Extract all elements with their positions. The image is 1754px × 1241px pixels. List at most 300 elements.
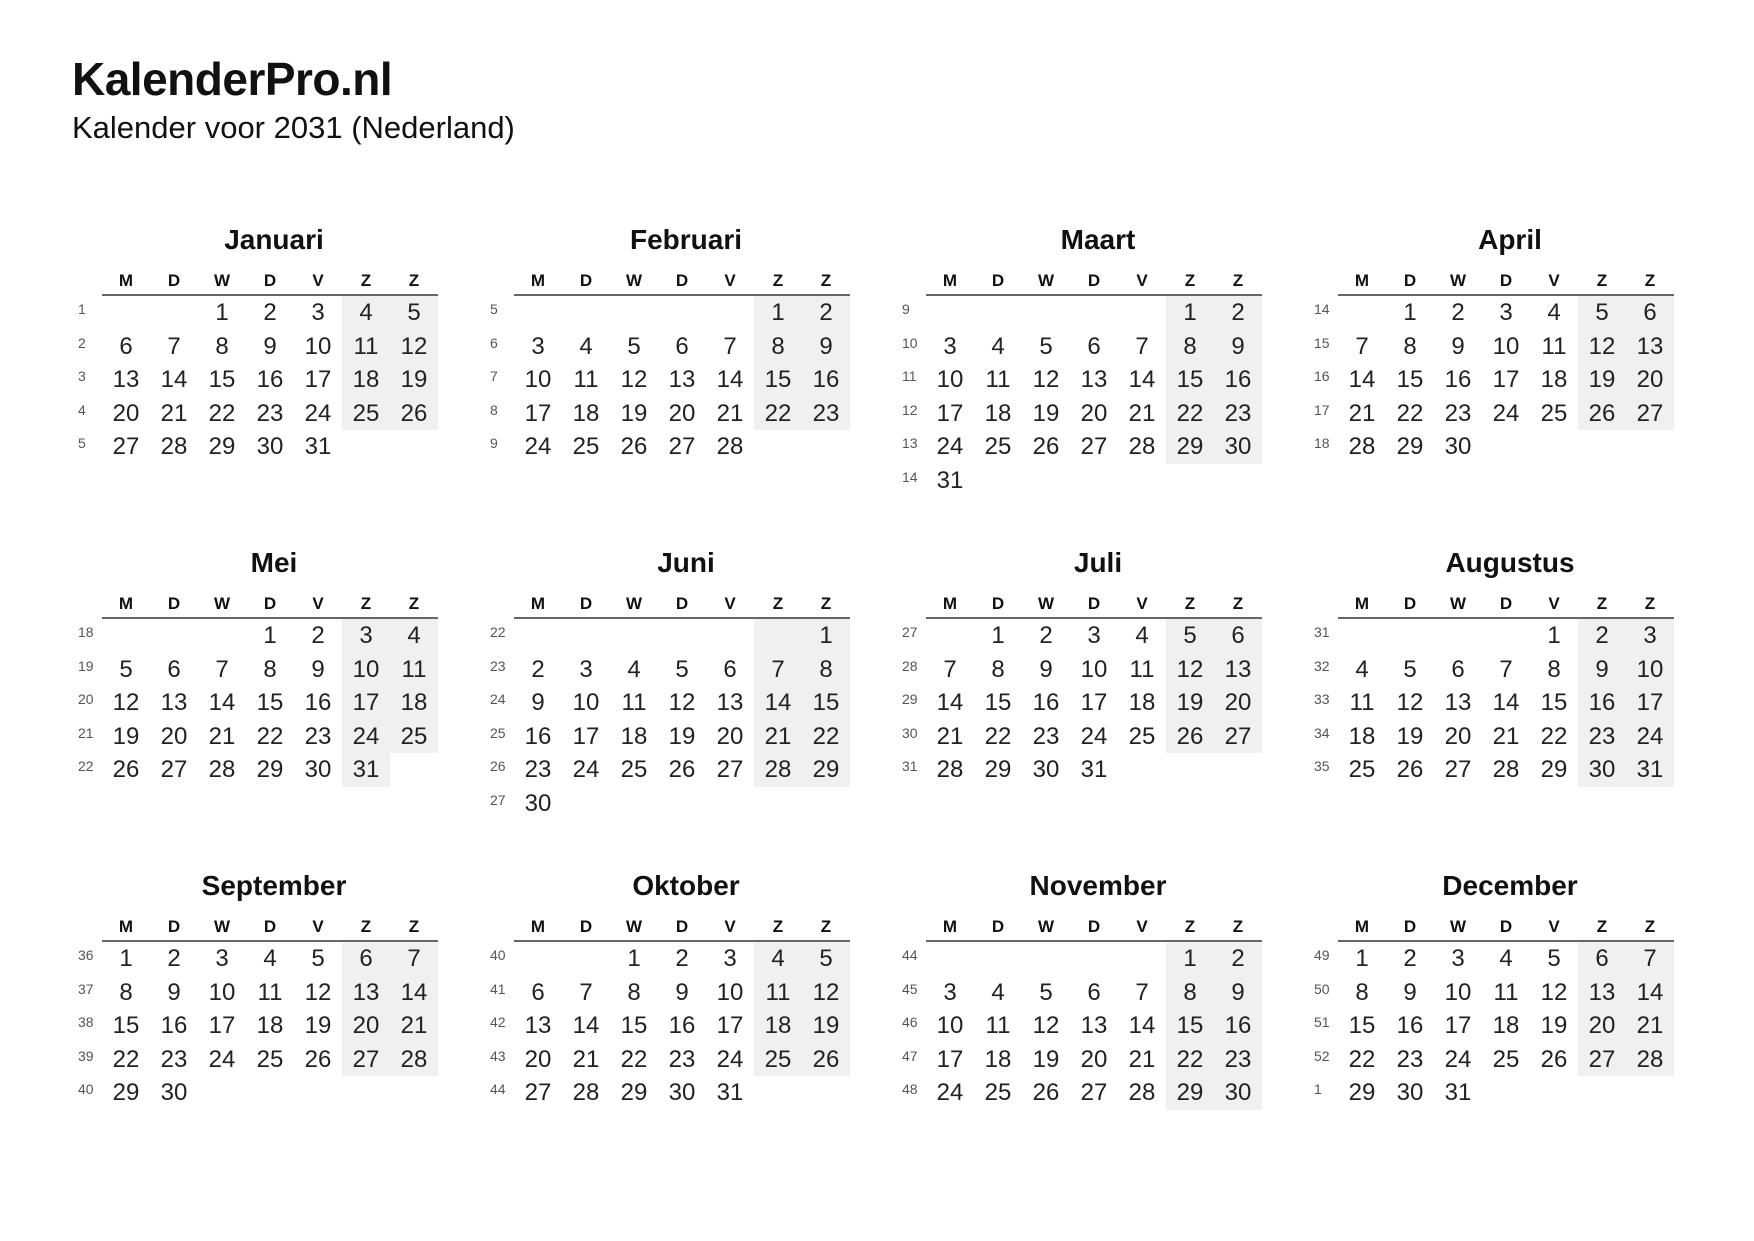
- week-number: 7: [490, 368, 498, 384]
- day-cell: 28: [936, 756, 964, 783]
- day-cell: 16: [1214, 363, 1262, 397]
- day-cell: 30: [668, 1079, 696, 1106]
- day-cell: 21: [390, 1009, 438, 1043]
- weekday-label: D: [991, 271, 1005, 290]
- week-number: 24: [490, 691, 506, 707]
- month-augustus: [1308, 543, 1690, 833]
- day-cell: 12: [802, 976, 850, 1010]
- day-grid: [484, 296, 850, 464]
- empty-cell: [1214, 753, 1262, 787]
- weekday-label: M: [942, 271, 958, 290]
- weekday-label: V: [1548, 917, 1560, 936]
- weekday-label: M: [942, 917, 958, 936]
- empty-cell: [562, 619, 610, 653]
- day-cell: 15: [208, 366, 236, 393]
- month-name: April: [1478, 224, 1542, 255]
- week-number: 20: [78, 691, 94, 707]
- weekday-label: Z: [1184, 271, 1196, 290]
- weekday-label: W: [1037, 594, 1055, 613]
- week-row: [1308, 397, 1674, 431]
- day-cell: 9: [1214, 330, 1262, 364]
- day-cell: 8: [1355, 978, 1369, 1006]
- day-cell: 19: [1032, 399, 1060, 427]
- empty-cell: [150, 619, 198, 653]
- day-cell: 3: [1451, 945, 1465, 972]
- week-row: [896, 686, 1262, 720]
- day-cell: 8: [1166, 330, 1214, 364]
- day-cell: 28: [1492, 756, 1520, 783]
- day-cell: 11: [573, 366, 599, 393]
- weekday-label: Z: [820, 594, 832, 613]
- empty-cell: [1530, 430, 1578, 464]
- day-cell: 19: [304, 1012, 332, 1039]
- day-cell: 12: [668, 689, 696, 716]
- day-cell: 17: [1444, 1012, 1472, 1039]
- day-cell: 17: [1626, 686, 1674, 720]
- weekday-label: Z: [1184, 917, 1196, 936]
- day-cell: 3: [579, 655, 593, 683]
- day-cell: 28: [716, 433, 744, 460]
- day-cell: 8: [1547, 655, 1561, 683]
- day-cell: 17: [304, 366, 332, 393]
- week-row: [72, 296, 438, 330]
- week-row: [72, 976, 438, 1010]
- month-december: [1308, 866, 1690, 1156]
- week-number: 29: [902, 691, 918, 707]
- day-cell: 15: [1166, 1009, 1214, 1043]
- week-number: 19: [78, 657, 94, 674]
- empty-cell: [658, 296, 706, 330]
- day-cell: 14: [390, 976, 438, 1010]
- day-cell: 14: [1128, 1012, 1156, 1039]
- day-cell: 26: [1540, 1045, 1568, 1073]
- day-cell: 7: [390, 942, 438, 976]
- day-cell: 16: [1032, 689, 1060, 716]
- day-cell: 11: [390, 653, 438, 687]
- day-cell: 22: [984, 722, 1012, 750]
- day-cell: 26: [304, 1045, 332, 1073]
- month-name: Maart: [1060, 224, 1136, 255]
- empty-cell: [706, 296, 754, 330]
- weekday-label: V: [724, 917, 736, 936]
- empty-cell: [754, 430, 802, 464]
- empty-cell: [150, 296, 198, 330]
- day-cell: 7: [167, 332, 181, 360]
- weekday-label: M: [1354, 917, 1370, 936]
- day-cell: 8: [263, 655, 277, 683]
- weekday-label: V: [1136, 271, 1148, 290]
- weekday-label: Z: [408, 917, 420, 936]
- day-cell: 2: [1214, 296, 1262, 330]
- day-cell: 31: [342, 753, 390, 787]
- day-cell: 4: [1499, 945, 1513, 972]
- day-cell: 12: [1540, 978, 1568, 1006]
- day-cell: 16: [802, 363, 850, 397]
- day-cell: 19: [1578, 363, 1626, 397]
- weekday-label: Z: [820, 917, 832, 936]
- week-row: [484, 753, 850, 787]
- day-cell: 5: [627, 332, 641, 360]
- weekday-label: Z: [1596, 271, 1608, 290]
- week-number: 30: [902, 724, 918, 741]
- day-cell: 28: [1348, 433, 1376, 460]
- day-cell: 14: [208, 689, 236, 716]
- day-cell: 19: [1540, 1012, 1568, 1039]
- empty-cell: [610, 619, 658, 653]
- day-cell: 28: [390, 1043, 438, 1077]
- day-grid: [484, 619, 850, 820]
- day-cell: 29: [208, 433, 236, 460]
- month-name: Mei: [250, 547, 298, 578]
- day-cell: 13: [1626, 330, 1674, 364]
- day-cell: 14: [1348, 366, 1376, 393]
- day-cell: 2: [802, 296, 850, 330]
- day-cell: 18: [256, 1012, 284, 1039]
- weekday-label: M: [530, 594, 546, 613]
- week-number: 44: [902, 947, 918, 963]
- empty-cell: [1022, 942, 1070, 976]
- week-number: 47: [902, 1047, 918, 1064]
- day-cell: 20: [1080, 399, 1108, 427]
- empty-cell: [1166, 464, 1214, 498]
- day-cell: 7: [1499, 655, 1513, 683]
- day-cell: 22: [1540, 722, 1568, 750]
- day-cell: 23: [1578, 720, 1626, 754]
- day-cell: 18: [754, 1009, 802, 1043]
- weekday-header: [1338, 270, 1674, 296]
- week-row: [1308, 1009, 1674, 1043]
- empty-cell: [706, 787, 754, 821]
- week-number: 39: [78, 1047, 94, 1064]
- week-row: [1308, 686, 1674, 720]
- day-cell: 21: [716, 399, 744, 427]
- week-row: [484, 1076, 850, 1110]
- day-cell: 13: [160, 689, 188, 716]
- day-cell: 18: [572, 399, 600, 427]
- day-cell: 13: [1578, 976, 1626, 1010]
- week-row: [896, 976, 1262, 1010]
- day-cell: 8: [1166, 976, 1214, 1010]
- day-cell: 20: [1080, 1045, 1108, 1073]
- week-number: 6: [490, 334, 498, 351]
- empty-cell: [802, 430, 850, 464]
- day-grid: [896, 619, 1262, 787]
- week-row: [484, 1009, 850, 1043]
- weekday-label: V: [1136, 594, 1148, 613]
- day-cell: 24: [1444, 1045, 1472, 1073]
- day-cell: 13: [668, 366, 696, 393]
- weekday-label: D: [1087, 594, 1101, 613]
- day-cell: 16: [1214, 1009, 1262, 1043]
- weekday-label: Z: [1644, 271, 1656, 290]
- day-cell: 15: [620, 1012, 648, 1039]
- day-cell: 10: [304, 332, 332, 360]
- day-cell: 15: [1166, 363, 1214, 397]
- day-cell: 9: [311, 655, 325, 683]
- day-cell: 23: [160, 1045, 188, 1073]
- day-cell: 30: [1578, 753, 1626, 787]
- week-number: 37: [78, 980, 94, 997]
- day-cell: 12: [620, 366, 648, 393]
- week-row: [1308, 1076, 1674, 1110]
- day-cell: 22: [208, 399, 236, 427]
- day-cell: 30: [256, 433, 284, 460]
- day-cell: 10: [572, 689, 600, 716]
- day-grid: [1308, 942, 1674, 1110]
- day-cell: 7: [1355, 332, 1369, 360]
- empty-cell: [926, 296, 974, 330]
- day-cell: 19: [390, 363, 438, 397]
- weekday-header: [1338, 916, 1674, 942]
- day-cell: 19: [1166, 686, 1214, 720]
- week-number: 25: [490, 724, 506, 741]
- empty-cell: [342, 430, 390, 464]
- empty-cell: [1166, 753, 1214, 787]
- weekday-label: W: [625, 917, 643, 936]
- week-row: [896, 942, 1262, 976]
- day-cell: 21: [1128, 399, 1156, 427]
- empty-cell: [1338, 619, 1386, 653]
- day-cell: 6: [723, 655, 737, 683]
- day-cell: 24: [342, 720, 390, 754]
- weekday-label: Z: [360, 271, 372, 290]
- day-cell: 24: [1080, 722, 1108, 750]
- week-number: 11: [902, 368, 917, 384]
- day-cell: 15: [1396, 366, 1424, 393]
- day-cell: 22: [1166, 1043, 1214, 1077]
- day-cell: 1: [215, 299, 229, 326]
- weekday-label: W: [625, 594, 643, 613]
- day-cell: 31: [1444, 1079, 1472, 1106]
- weekday-label: D: [991, 594, 1005, 613]
- weekday-label: W: [625, 271, 643, 290]
- day-cell: 10: [208, 978, 236, 1006]
- day-cell: 9: [1403, 978, 1417, 1006]
- day-cell: 9: [263, 332, 277, 360]
- week-number: 40: [490, 947, 506, 963]
- weekday-label: D: [1403, 594, 1417, 613]
- day-cell: 3: [943, 978, 957, 1006]
- month-januari: [72, 220, 454, 510]
- brand-title: KalenderPro.nl: [72, 53, 393, 105]
- day-cell: 26: [1032, 1079, 1060, 1106]
- month-name: September: [201, 870, 347, 901]
- day-cell: 28: [160, 433, 188, 460]
- weekday-label: W: [213, 271, 231, 290]
- day-cell: 10: [342, 653, 390, 687]
- month-name: Juli: [1073, 547, 1123, 578]
- day-cell: 28: [572, 1079, 600, 1106]
- weekday-header: [926, 916, 1262, 942]
- day-cell: 5: [1166, 619, 1214, 653]
- empty-cell: [1118, 753, 1166, 787]
- day-cell: 19: [802, 1009, 850, 1043]
- weekday-label: M: [942, 594, 958, 613]
- day-cell: 20: [668, 399, 696, 427]
- day-cell: 22: [256, 722, 284, 750]
- weekday-header: [514, 916, 850, 942]
- weekday-label: D: [1499, 271, 1513, 290]
- empty-cell: [926, 619, 974, 653]
- week-number: 31: [1314, 624, 1330, 640]
- empty-cell: [1070, 464, 1118, 498]
- empty-cell: [974, 296, 1022, 330]
- day-cell: 26: [112, 756, 140, 783]
- weekday-label: M: [118, 917, 134, 936]
- month-name: Juni: [657, 547, 715, 578]
- empty-cell: [1070, 296, 1118, 330]
- weekday-label: D: [579, 917, 593, 936]
- day-cell: 23: [668, 1045, 696, 1073]
- day-cell: 31: [716, 1079, 744, 1106]
- empty-cell: [974, 942, 1022, 976]
- empty-cell: [802, 1076, 850, 1110]
- empty-cell: [294, 1076, 342, 1110]
- day-cell: 26: [668, 756, 696, 783]
- day-cell: 2: [263, 299, 277, 326]
- week-number: 14: [1314, 301, 1330, 317]
- day-cell: 31: [304, 433, 332, 460]
- day-cell: 12: [1032, 366, 1060, 393]
- weekday-label: D: [579, 594, 593, 613]
- day-cell: 4: [263, 945, 277, 972]
- day-cell: 30: [1396, 1079, 1424, 1106]
- weekday-label: Z: [820, 271, 832, 290]
- empty-cell: [514, 296, 562, 330]
- week-row: [484, 942, 850, 976]
- month-name: Februari: [629, 224, 743, 255]
- day-cell: 11: [1493, 978, 1519, 1006]
- week-row: [896, 296, 1262, 330]
- day-cell: 15: [1348, 1012, 1376, 1039]
- week-row: [72, 942, 438, 976]
- weekday-header: [926, 270, 1262, 296]
- week-number: 40: [78, 1081, 94, 1097]
- week-row: [484, 363, 850, 397]
- day-cell: 6: [1451, 655, 1465, 683]
- day-cell: 11: [1129, 655, 1155, 683]
- week-row: [896, 464, 1262, 498]
- month-mei: [72, 543, 454, 833]
- month-juli: [896, 543, 1278, 833]
- day-cell: 2: [1403, 945, 1417, 972]
- day-cell: 25: [572, 433, 600, 460]
- day-cell: 1: [802, 619, 850, 653]
- day-cell: 12: [1396, 689, 1424, 716]
- weekday-label: W: [1449, 594, 1467, 613]
- weekday-label: Z: [1232, 271, 1244, 290]
- day-cell: 4: [627, 655, 641, 683]
- weekday-header: [102, 593, 438, 619]
- day-cell: 5: [1039, 332, 1053, 360]
- day-cell: 5: [1403, 655, 1417, 683]
- weekday-label: D: [1087, 917, 1101, 936]
- weekday-label: V: [1548, 271, 1560, 290]
- month-name: Augustus: [1445, 547, 1575, 578]
- week-row: [72, 1043, 438, 1077]
- day-cell: 8: [991, 655, 1005, 683]
- weekday-label: Z: [772, 271, 784, 290]
- day-cell: 11: [1349, 689, 1375, 716]
- day-cell: 12: [112, 689, 140, 716]
- week-number: 5: [78, 435, 86, 451]
- day-cell: 14: [572, 1012, 600, 1039]
- day-cell: 19: [1396, 722, 1424, 750]
- day-cell: 9: [1039, 655, 1053, 683]
- week-number: 43: [490, 1047, 506, 1064]
- weekday-label: V: [724, 271, 736, 290]
- day-cell: 7: [943, 655, 957, 683]
- day-grid: [1308, 296, 1674, 464]
- week-row: [896, 397, 1262, 431]
- day-cell: 14: [936, 689, 964, 716]
- week-number: 48: [902, 1081, 918, 1097]
- day-cell: 7: [723, 332, 737, 360]
- empty-cell: [390, 1076, 438, 1110]
- empty-cell: [754, 1076, 802, 1110]
- week-row: [72, 430, 438, 464]
- day-cell: 16: [1444, 366, 1472, 393]
- day-cell: 19: [1032, 1045, 1060, 1073]
- day-cell: 22: [754, 397, 802, 431]
- day-cell: 26: [390, 397, 438, 431]
- empty-cell: [1022, 464, 1070, 498]
- day-cell: 17: [716, 1012, 744, 1039]
- week-number: 3: [78, 368, 86, 384]
- day-cell: 30: [1444, 433, 1472, 460]
- week-number: 27: [902, 624, 918, 640]
- weekday-label: Z: [1232, 917, 1244, 936]
- day-cell: 31: [1626, 753, 1674, 787]
- week-number: 5: [490, 301, 498, 317]
- week-number: 18: [1314, 435, 1330, 451]
- day-cell: 23: [1032, 722, 1060, 750]
- empty-cell: [926, 942, 974, 976]
- day-cell: 26: [620, 433, 648, 460]
- weekday-label: D: [1403, 917, 1417, 936]
- day-cell: 27: [716, 756, 744, 783]
- weekday-label: W: [1037, 917, 1055, 936]
- week-row: [72, 330, 438, 364]
- week-row: [484, 686, 850, 720]
- day-cell: 15: [112, 1012, 140, 1039]
- day-cell: 3: [943, 332, 957, 360]
- day-cell: 29: [1396, 433, 1424, 460]
- day-cell: 19: [668, 722, 696, 750]
- day-cell: 17: [342, 686, 390, 720]
- day-cell: 14: [754, 686, 802, 720]
- day-cell: 8: [802, 653, 850, 687]
- empty-cell: [562, 942, 610, 976]
- month-november: [896, 866, 1278, 1156]
- week-row: [484, 619, 850, 653]
- day-cell: 22: [1396, 399, 1424, 427]
- day-cell: 17: [524, 399, 552, 427]
- day-cell: 13: [112, 366, 140, 393]
- day-cell: 23: [1214, 397, 1262, 431]
- day-cell: 21: [1348, 399, 1376, 427]
- day-cell: 23: [256, 399, 284, 427]
- day-cell: 20: [716, 722, 744, 750]
- weekday-label: D: [579, 271, 593, 290]
- day-cell: 14: [1128, 366, 1156, 393]
- day-cell: 2: [1578, 619, 1626, 653]
- day-cell: 16: [256, 366, 284, 393]
- day-cell: 21: [936, 722, 964, 750]
- day-cell: 10: [936, 1012, 964, 1039]
- day-cell: 2: [531, 655, 545, 683]
- empty-cell: [658, 619, 706, 653]
